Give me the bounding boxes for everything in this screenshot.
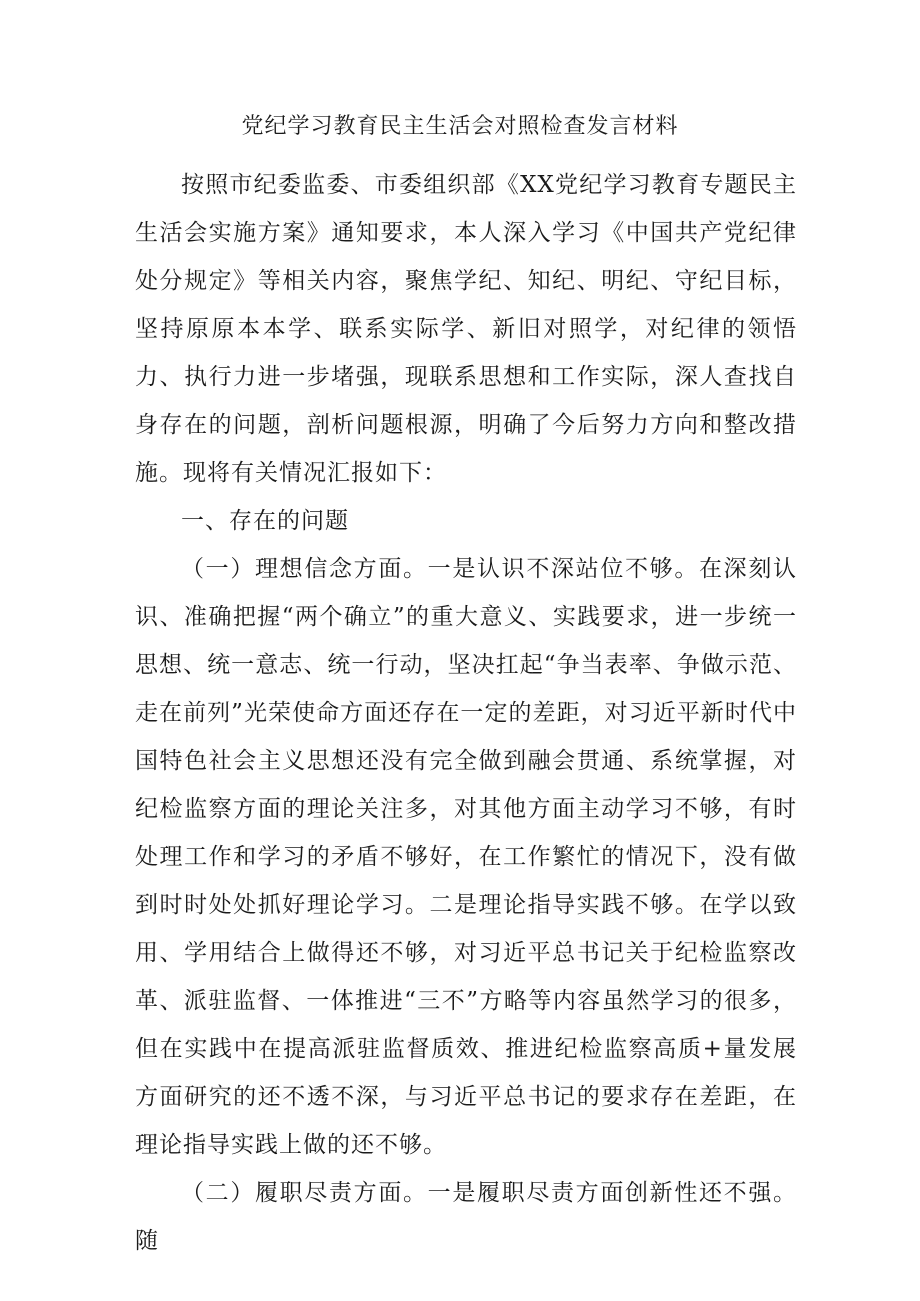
section-heading-problems: 一、存在的问题 [181, 508, 349, 534]
document-body [135, 161, 797, 1265]
intro-paragraph: 按照市纪委监委、市委组织部《XX党纪学习教育专题民主生活会实施方案》通知要求，本人深入学习《中国共产党纪律处分规定》等相关内容，聚焦学纪、知纪、明纪、守纪目标，坚持原原本本学、联系实际学、新旧对照学，对纪律的领悟力、执行力进一步堵强，现联系思想和工作实际，深人查找自身存在的问题，剖析问题根源，明确了今后努力方向和整改措施。现将有关情况汇报如下： [135, 172, 797, 486]
duty-performance-paragraph: （二）履职尽责方面。一是履职尽责方面创新性还不强。随 [135, 1180, 797, 1254]
document-title: 党纪学习教育民主生活会对照检查发言材料 [241, 114, 679, 139]
ideals-beliefs-paragraph: （一）理想信念方面。一是认识不深站位不够。在深刻认识、准确把握“两个确立”的重大意义、实践要求，进一步统一思想、统一意志、统一行动，坚决扛起“争当表率、争做示范、走在前列”光荣使命方面还存在一定的差距，对习近平新时代中国特色社会主义思想还没有完全做到融会贯通、系统掌握，对纪检监察方面的理论关注多，对其他方面主动学习不够，有时处理工作和学习的矛盾不够好，在工作繁忙的情况下，没有做到时时处处抓好理论学习。二是理论指导实践不够。在学以致用、学用结合上做得还不够，对习近平总书记关于纪检监察改革、派驻监督、一体推进“三不”方略等内容虽然学习的很多，但在实践中在提高派驻监督质效、推进纪检监察高质+量发展方面研究的还不透不深，与习近平总书记的要求存在差距，在理论指导实践上做的还不够。 [135, 556, 797, 1158]
